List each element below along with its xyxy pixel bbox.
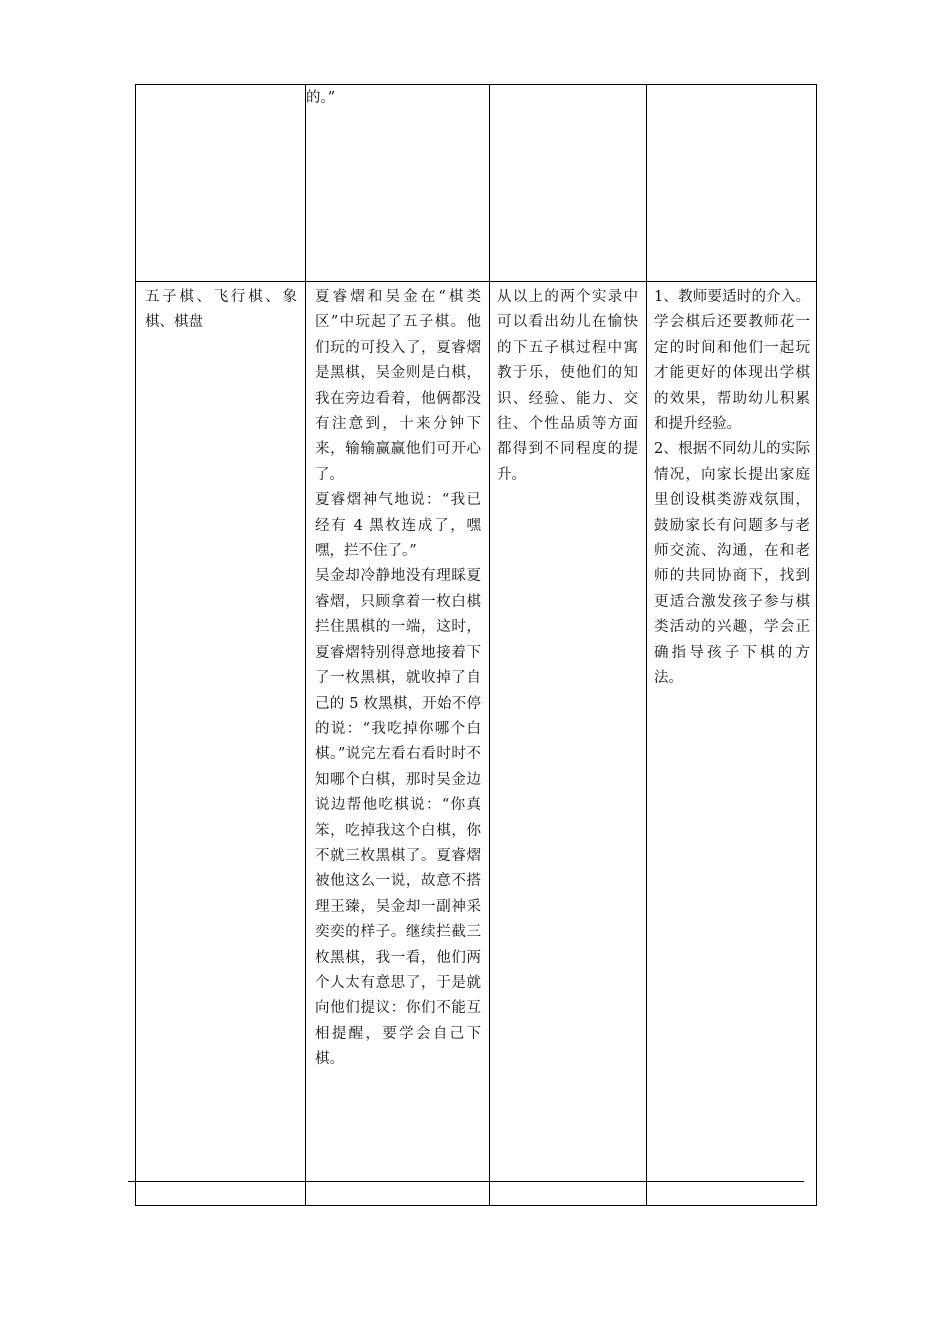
table-cell-observation: 夏睿熠和吴金在“棋类区”中玩起了五子棋。他们玩的可投入了，夏睿熠是黑棋，吴金则是白棋，我在旁边看着，他俩都没有注意到，十来分钟下来，输输赢赢他们可开心了。 夏睿熠神气地说：“我已经有 4 黑枚连成了，嘿嘿，拦不住了。” 吴金却冷静地没有理睬夏睿熠，只顾拿着一枚白棋拦住黑棋的一端，这时，夏睿熠特别得意地接着下了一枚黑棋，就收掉了自己的 5 枚黑棋，开始不停的说：“我吃掉你哪个白棋。”说完左看右看时时不知哪个白棋，那时吴金边说边帮他吃棋说：“你真笨，吃掉我这个白棋，你不就三枚黑棋了。夏睿熠被他这么一说，故意不搭理王臻，吴金却一副神采奕奕的样子。继续拦截三枚黑棋，我一看，他们两个人太有意思了，于是就向他们提议：你们不能互相提醒，要学会自己下棋。 xyxy=(315,289,481,1068)
table-cell-materials: 五子棋、飞行棋、象棋、棋盘 xyxy=(145,289,297,331)
table-cell-continuation: 的。” xyxy=(306,90,336,106)
column-divider xyxy=(646,85,647,1205)
row-divider xyxy=(136,281,816,282)
table-cell-analysis: 从以上的两个实录中可以看出幼儿在愉快的下五子棋过程中寓教于乐，使他们的知识、经验、能力、交往、个性品质等方面都得到不同程度的提升。 xyxy=(497,289,638,483)
column-divider xyxy=(489,85,490,1205)
row-divider xyxy=(128,1181,804,1182)
column-divider xyxy=(305,85,306,1205)
table-cell-strategy: 1、教师要适时的介入。学会棋后还要教师花一定的时间和他们一起玩才能更好的体现出学棋的效果，帮助幼儿积累和提升经验。 2、根据不同幼儿的实际情况，向家长提出家庭里创设棋类游戏氛围，鼓励家长有问题多与老师交流、沟通，在和老师的共同协商下，找到更适合激发孩子参与棋类活动的兴趣，学会正确指导孩子下棋的方法。 xyxy=(654,289,810,687)
